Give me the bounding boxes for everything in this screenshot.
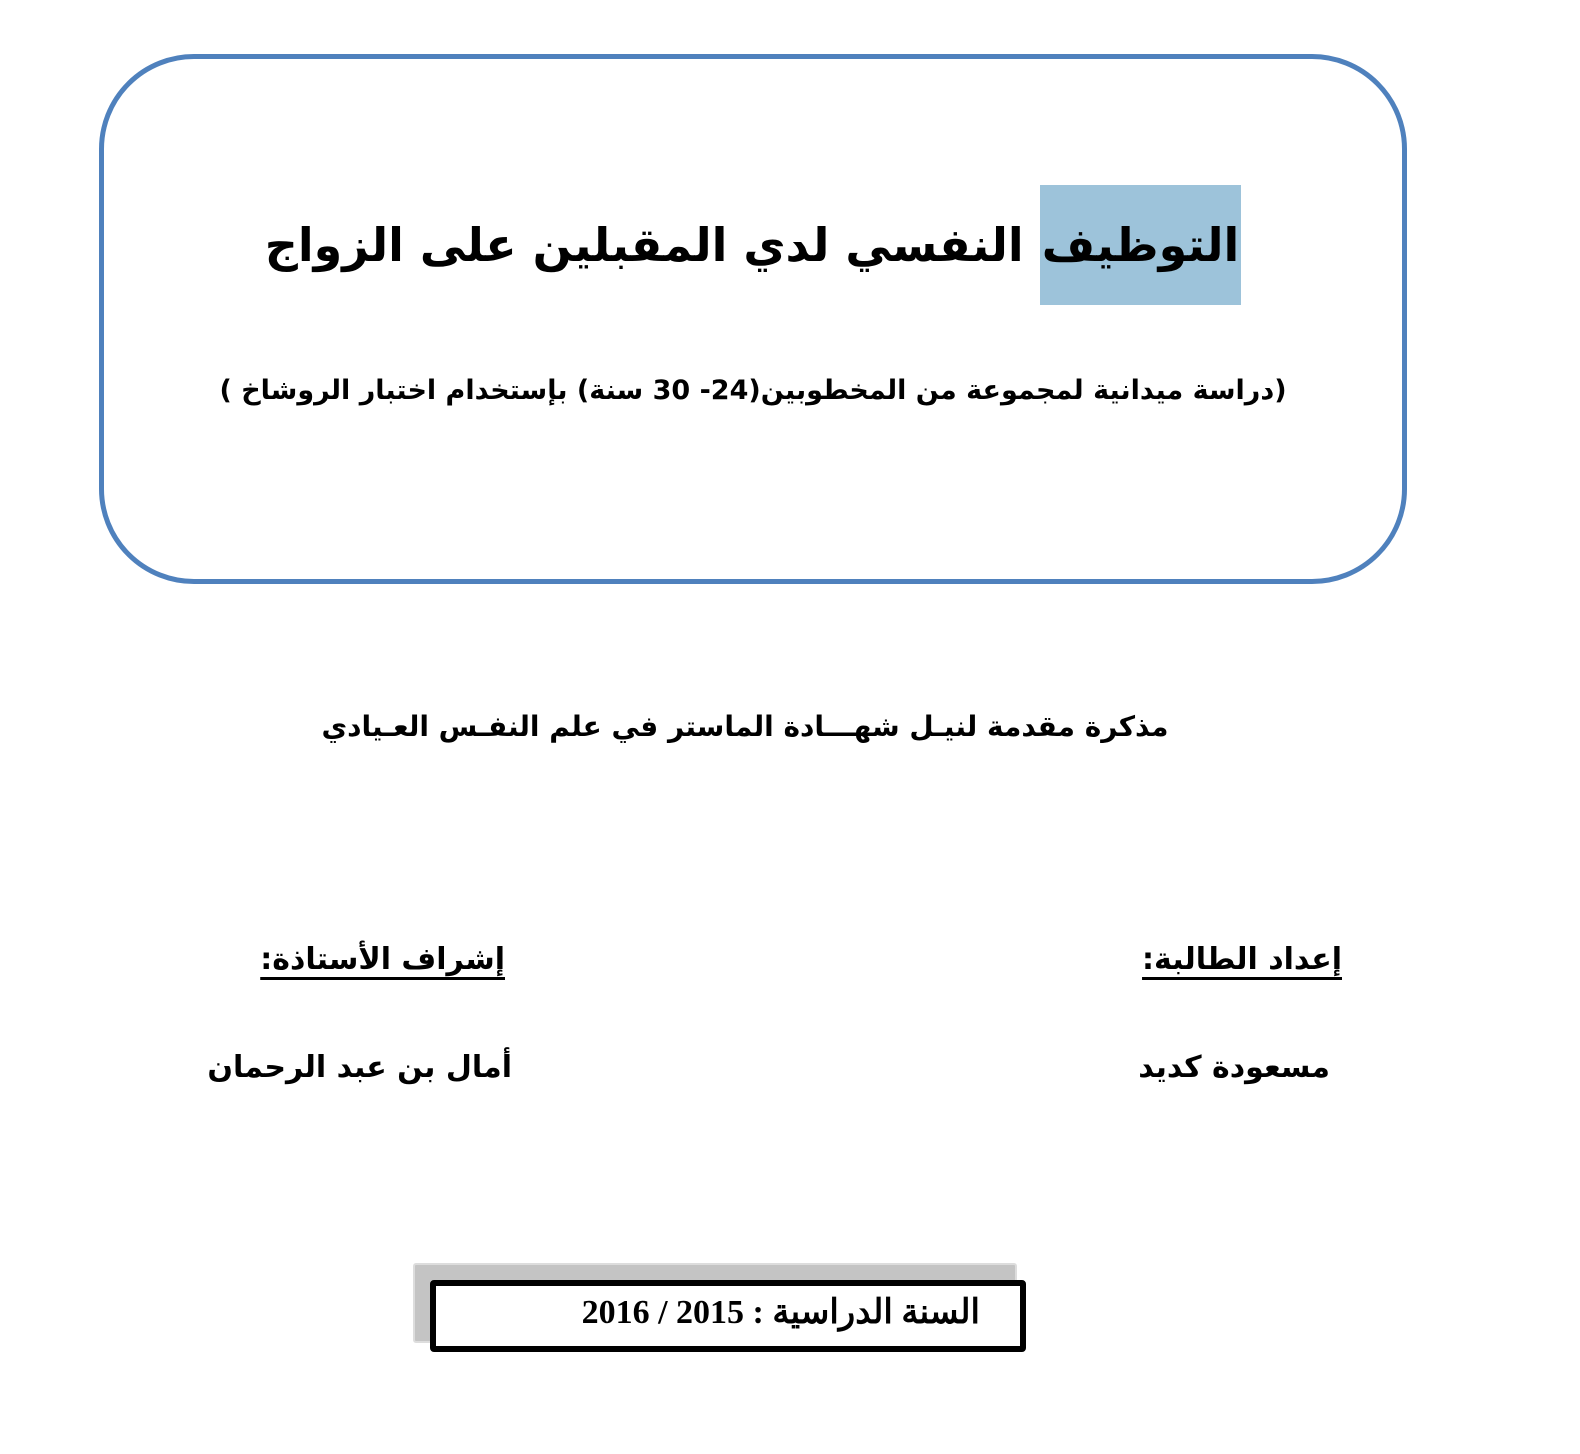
title-rest: النفسي لدي المقبلين على الزواج [264, 218, 1040, 272]
supervisor-label: إشراف الأستاذة: [260, 942, 505, 977]
degree-statement: مذكرة مقدمة لنيـل شهـــادة الماستر في علم النفـس العـيادي [321, 710, 1169, 743]
academic-year: السنة الدراسية : 2015 / 2016 [581, 1294, 980, 1331]
highlighted-word: التوظيف [1040, 185, 1242, 305]
student-name: مسعودة كديد [1138, 1050, 1330, 1085]
thesis-title [99, 185, 1407, 305]
thesis-subtitle: (دراسة ميدانية لمجموعة من المخطوبين(24- 30 سنة) بإستخدام اختبار الروشاخ ) [219, 375, 1287, 406]
student-label: إعداد الطالبة: [1142, 942, 1342, 977]
supervisor-name: أمال بن عبد الرحمان [207, 1050, 512, 1085]
title-frame [99, 54, 1407, 584]
